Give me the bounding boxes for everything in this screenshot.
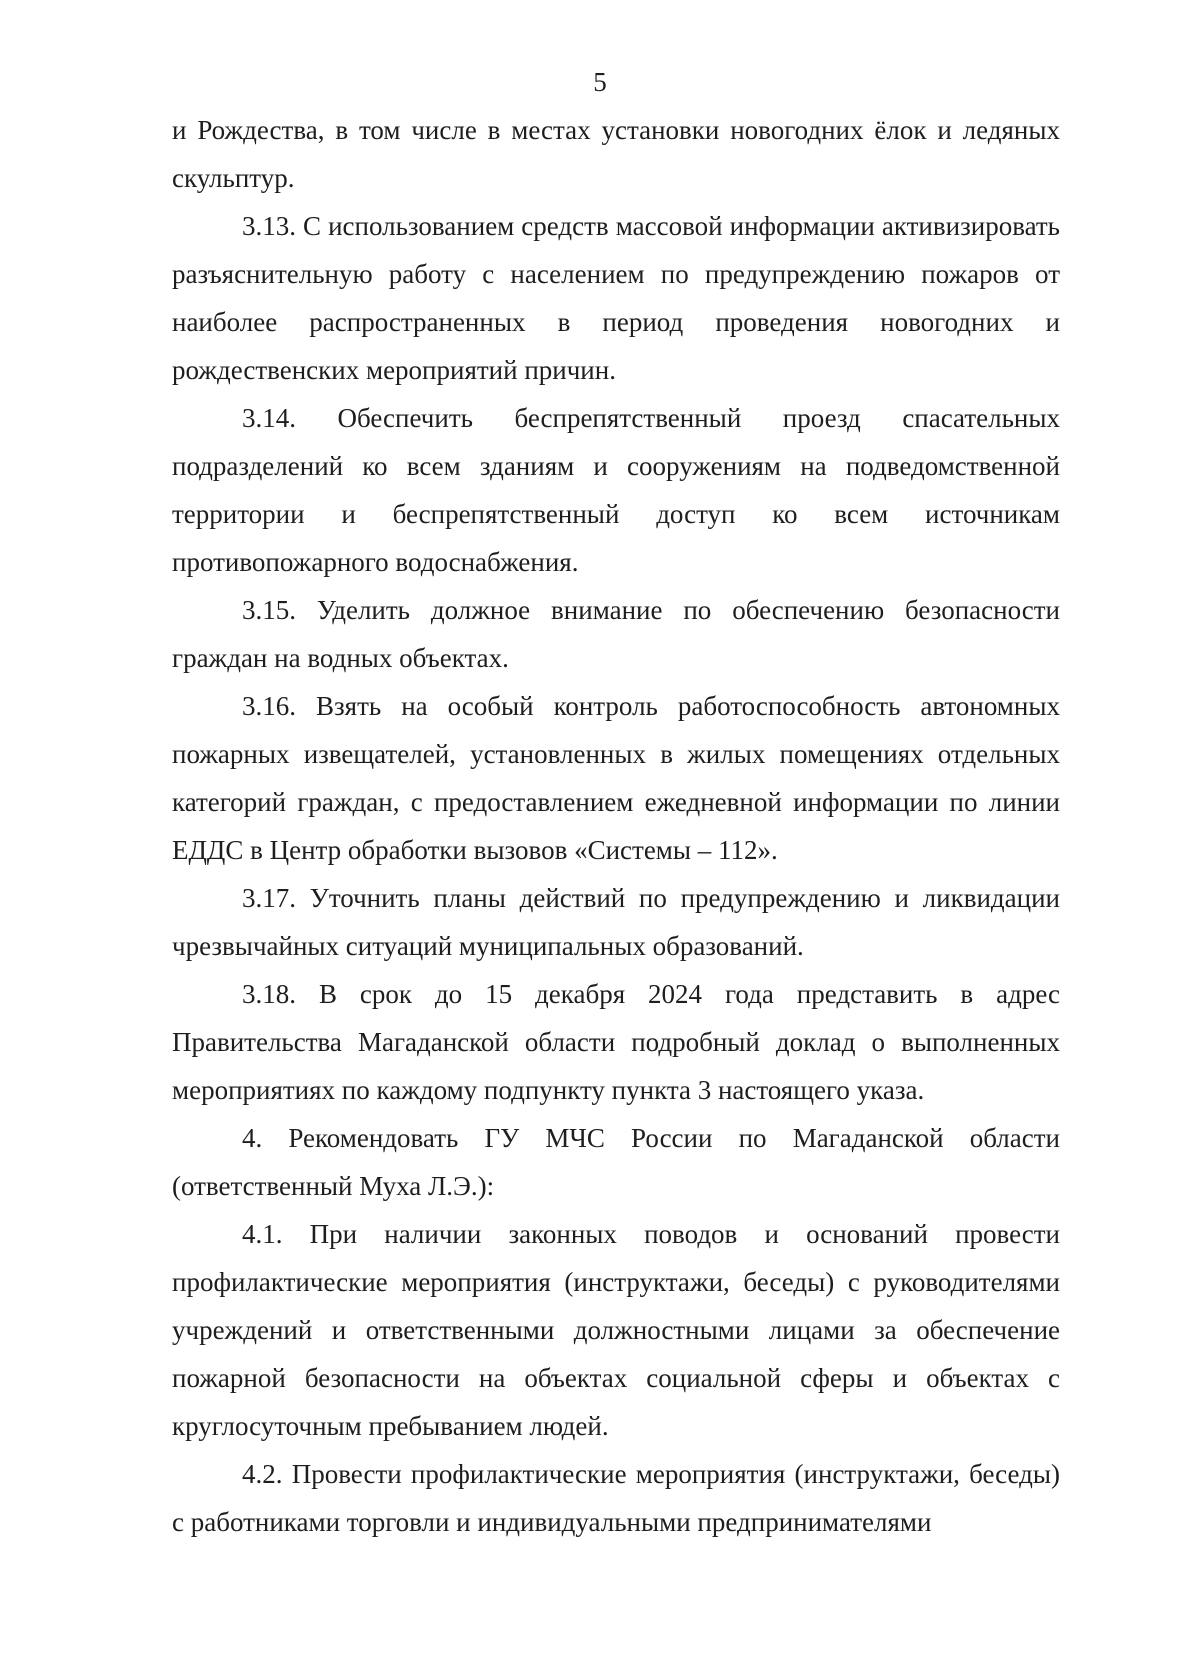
paragraph-item-3-18: 3.18. В срок до 15 декабря 2024 года представить в адрес Правительства Магаданской области подробный доклад о выполненных мероприятиях по каждому подпункту пункта 3 настоящего указа. <box>172 979 1060 1105</box>
paragraph-item-4-2: 4.2. Провести профилактические мероприятия (инструктажи, беседы) с работниками торговли и индивидуальными предпринимателями <box>172 1459 1060 1537</box>
paragraph-item-3-16: 3.16. Взять на особый контроль работоспособность автономных пожарных извещателей, установленных в жилых помещениях отдельных категорий граждан, с предоставлением ежедневной информации по линии ЕДДС в Центр обработки вызовов «Системы – 112». <box>172 691 1060 865</box>
paragraph-item-3-15: 3.15. Уделить должное внимание по обеспечению безопасности граждан на водных объектах. <box>172 595 1060 673</box>
paragraph-item-4: 4. Рекомендовать ГУ МЧС России по Магаданской области (ответственный Муха Л.Э.): <box>172 1123 1060 1201</box>
paragraph-item-4-1: 4.1. При наличии законных поводов и оснований провести профилактические мероприятия (инструктажи, беседы) с руководителями учреждений и ответственными должностными лицами за обеспечение пожарной безопасности на объектах социальной сферы и объектах с круглосуточным пребыванием людей. <box>172 1219 1060 1441</box>
paragraph-item-3-17: 3.17. Уточнить планы действий по предупреждению и ликвидации чрезвычайных ситуаций муниципальных образований. <box>172 883 1060 961</box>
paragraph-item-3-13: 3.13. С использованием средств массовой информации активизировать разъяснительную работу с населением по предупреждению пожаров от наиболее распространенных в период проведения новогодних и рождественских мероприятий причин. <box>172 211 1060 385</box>
page-number: 5 <box>593 67 607 97</box>
paragraph-continuation: и Рождества, в том числе в местах установки новогодних ёлок и ледяных скульптур. <box>172 115 1060 193</box>
document-body <box>172 106 1060 1546</box>
paragraph-item-3-14: 3.14. Обеспечить беспрепятственный проезд спасательных подразделений ко всем зданиям и сооружениям на подведомственной территории и беспрепятственный доступ ко всем источникам противопожарного водоснабжения. <box>172 403 1060 577</box>
